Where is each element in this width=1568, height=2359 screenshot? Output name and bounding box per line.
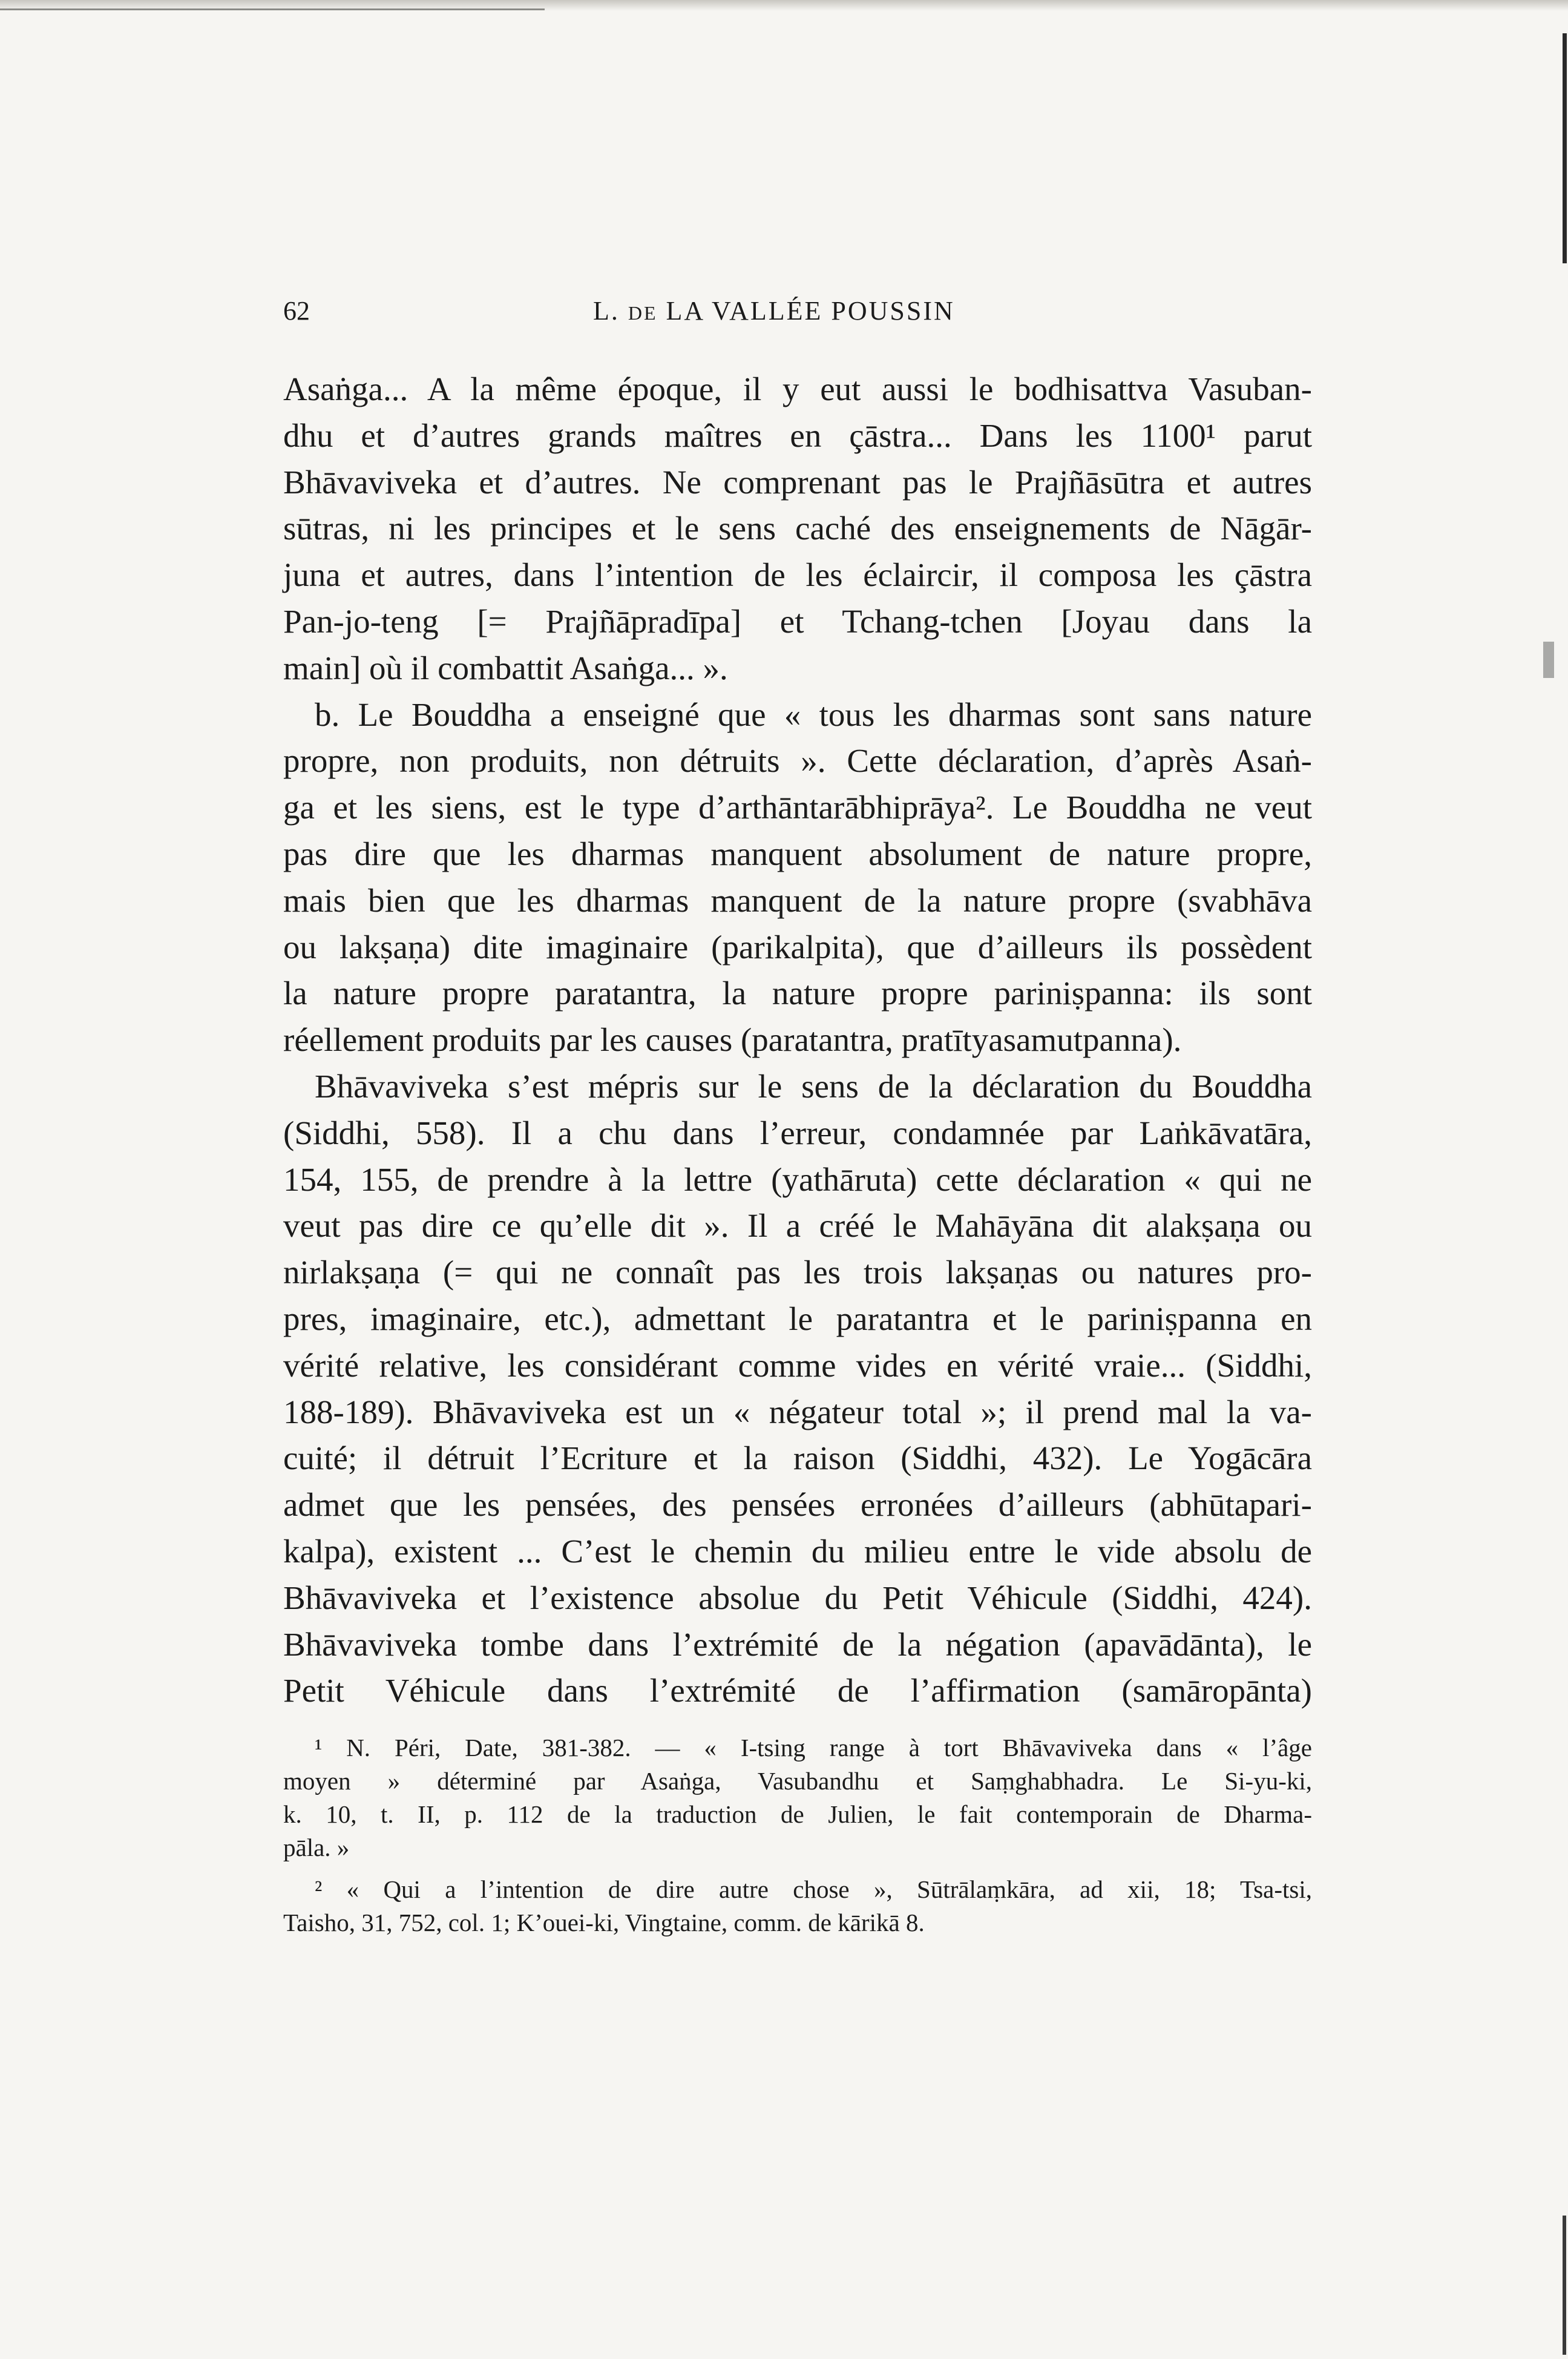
scan-top-rule <box>0 8 545 10</box>
text-line: pres, imaginaire, etc.), admettant le paratantra et le pariniṣpanna en <box>283 1300 1312 1337</box>
text-line: kalpa), existent ... C’est le chemin du milieu entre le vide absolu de <box>283 1532 1312 1570</box>
text-line: pas dire que les dharmas manquent absolument de nature propre, <box>283 835 1312 872</box>
scan-margin-mark <box>1543 642 1554 678</box>
running-head-de: DE <box>628 302 658 324</box>
text-line: dhu et d’autres grands maîtres en çāstra... Dans les 1100¹ parut <box>283 416 1312 454</box>
text-line: cuité; il détruit l’Ecriture et la raison (Siddhi, 432). Le Yogācāra <box>283 1439 1312 1477</box>
running-head-rest: LA VALLÉE POUSSIN <box>657 296 955 326</box>
text-line: vérité relative, les considérant comme vides en vérité vraie... (Siddhi, <box>283 1346 1312 1384</box>
text-line: 154, 155, de prendre à la lettre (yathāruta) cette déclaration « qui ne <box>283 1160 1312 1198</box>
footnote-line: ¹ N. Péri, Date, 381-382. — « I-tsing range à tort Bhāvaviveka dans « l’âge <box>315 1734 1312 1762</box>
text-line: 188-189). Bhāvaviveka est un « négateur total »; il prend mal la va- <box>283 1393 1312 1430</box>
running-head-initial: L. <box>593 296 628 326</box>
text-line: Pan-jo-teng [= Prajñāpradīpa] et Tchang-tchen [Joyau dans la <box>283 602 1312 640</box>
scan-right-edge-bottom <box>1563 2216 1566 2355</box>
text-line: Petit Véhicule dans l’extrémité de l’affirmation (samāropānta) <box>283 1672 1312 1709</box>
footnote-line: ² « Qui a l’intention de dire autre chose », Sūtrālaṃkāra, ad xii, 18; Tsa-tsi, <box>315 1875 1312 1903</box>
text-line: la nature propre paratantra, la nature propre pariniṣpanna: ils sont <box>283 975 1312 1012</box>
scan-right-edge-top <box>1563 33 1567 263</box>
text-line: ou lakṣaṇa) dite imaginaire (parikalpita), que d’ailleurs ils possèdent <box>283 928 1312 966</box>
text-line: juna et autres, dans l’intention de les éclaircir, il composa les çāstra <box>283 556 1312 594</box>
footnote-line: k. 10, t. II, p. 112 de la traduction de Julien, le fait contemporain de Dharma- <box>283 1800 1312 1828</box>
text-line: Asaṅga... A la même époque, il y eut aussi le bodhisattva Vasuban- <box>283 370 1312 407</box>
text-line: ga et les siens, est le type d’arthāntarābhiprāya². Le Bouddha ne veut <box>283 789 1312 826</box>
text-line: veut pas dire ce qu’elle dit ». Il a créé le Mahāyāna dit alakṣaṇa ou <box>283 1207 1312 1245</box>
page-header <box>283 295 1312 334</box>
footnote-line: moyen » déterminé par Asaṅga, Vasubandhu et Saṃghabhadra. Le Si-yu-ki, <box>283 1767 1312 1795</box>
text-line: main] où il combattit Asaṅga... ». <box>283 649 728 686</box>
text-line: Bhāvaviveka s’est mépris sur le sens de la déclaration du Bouddha <box>315 1067 1312 1105</box>
footnote-line: pāla. » <box>283 1834 350 1861</box>
text-line: (Siddhi, 558). Il a chu dans l’erreur, condamnée par Laṅkāvatāra, <box>283 1114 1312 1151</box>
footnote-line: Taisho, 31, 752, col. 1; K’ouei-ki, Vingtaine, comm. de kārikā 8. <box>283 1909 925 1936</box>
text-line: réellement produits par les causes (paratantra, pratītyasamutpanna). <box>283 1021 1182 1059</box>
running-head <box>593 295 955 326</box>
text-line: Bhāvaviveka et l’existence absolue du Petit Véhicule (Siddhi, 424). <box>283 1579 1312 1616</box>
page-number: 62 <box>283 296 310 326</box>
text-line: Bhāvaviveka et d’autres. Ne comprenant pas le Prajñāsūtra et autres <box>283 463 1312 501</box>
footnote-gap <box>283 1864 1312 1873</box>
text-line: sūtras, ni les principes et le sens caché des enseignements de Nāgār- <box>283 510 1312 547</box>
main-text <box>283 366 1312 1714</box>
text-line: admet que les pensées, des pensées erronées d’ailleurs (abhūtapari- <box>283 1486 1312 1524</box>
footnotes <box>283 1731 1312 1940</box>
text-line: b. Le Bouddha a enseigné que « tous les dharmas sont sans nature <box>315 696 1312 733</box>
text-line: mais bien que les dharmas manquent de la nature propre (svabhāva <box>283 881 1312 919</box>
text-line: Bhāvaviveka tombe dans l’extrémité de la négation (apavādānta), le <box>283 1625 1312 1663</box>
text-line: nirlakṣaṇa (= qui ne connaît pas les trois lakṣaṇas ou natures pro- <box>283 1254 1312 1291</box>
text-line: propre, non produits, non détruits ». Cette déclaration, d’après Asaṅ- <box>283 742 1312 780</box>
